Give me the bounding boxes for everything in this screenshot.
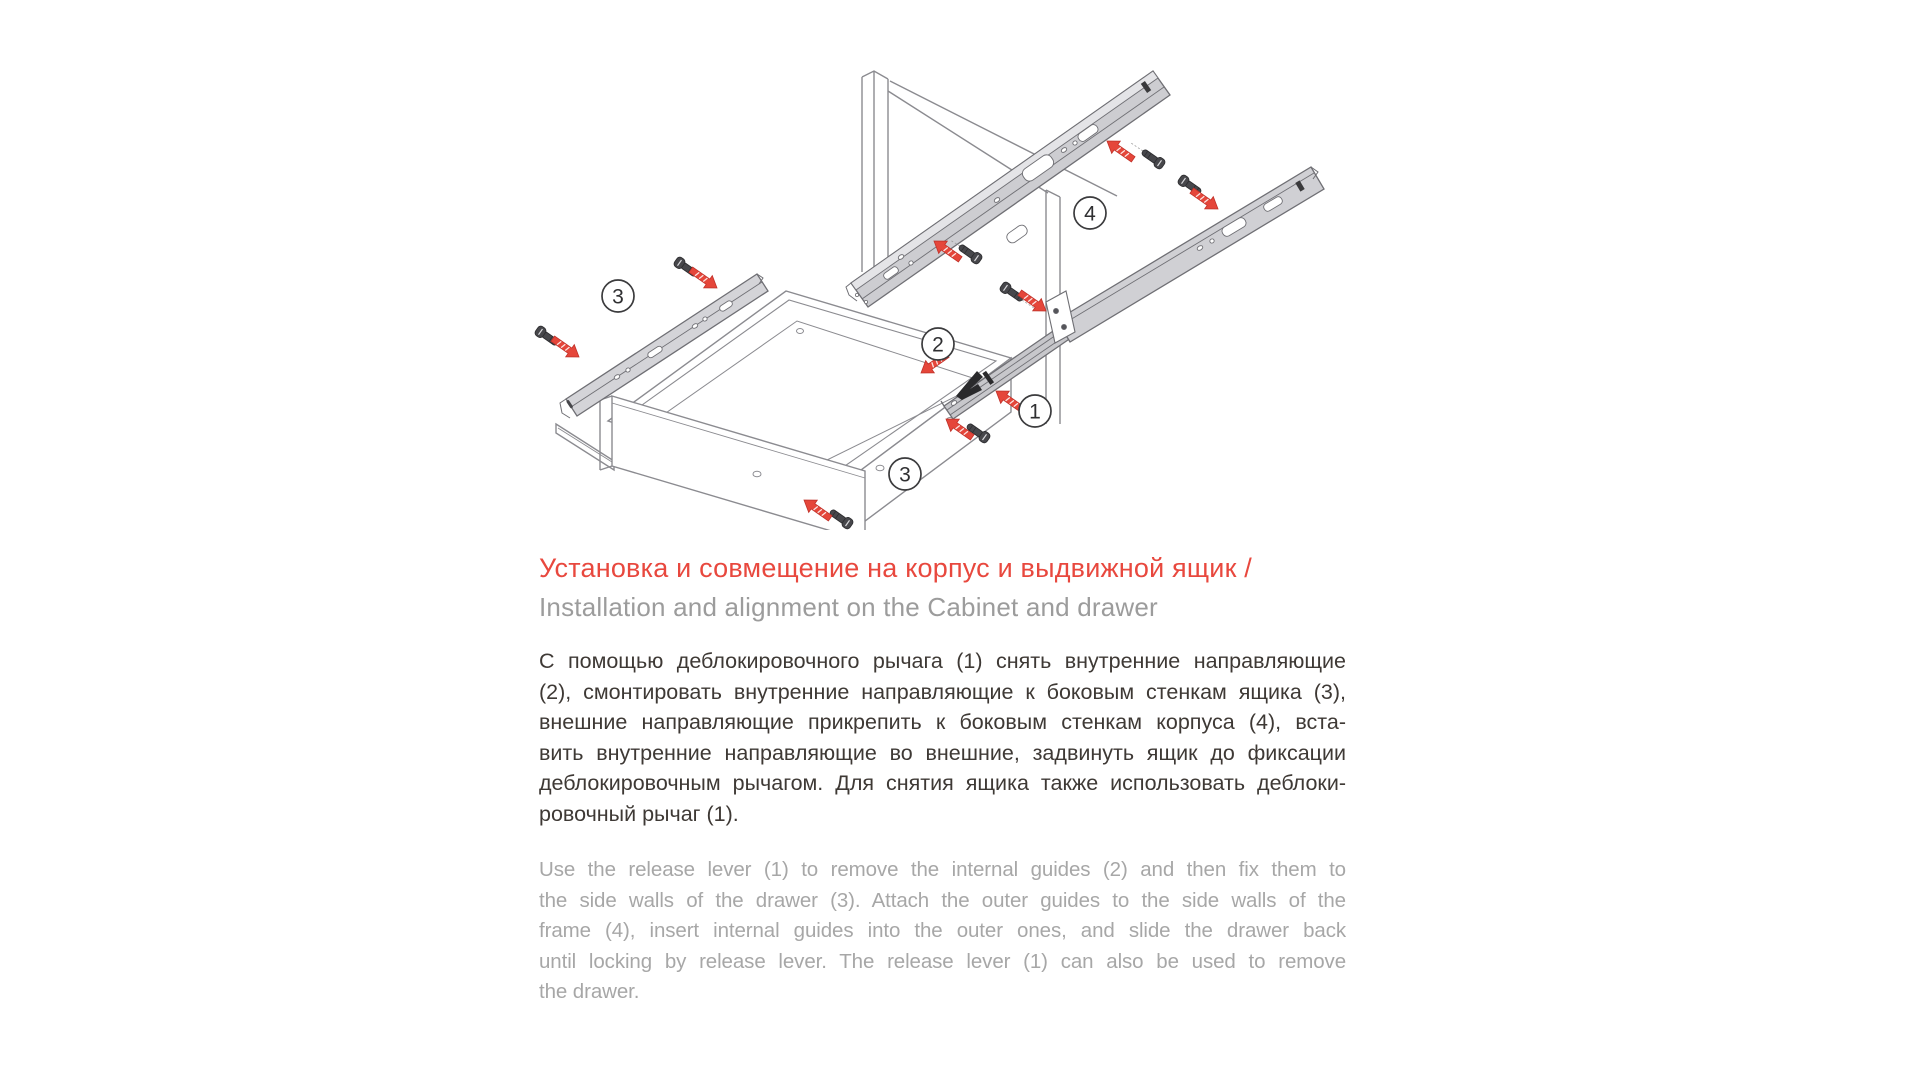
installation-diagram: [527, 45, 1362, 530]
text-line: вить внутренние направляющие во внешние, задвинуть ящик до фиксации: [539, 740, 1346, 765]
text-line: until locking by release lever. The release lever (1) can also be used to remove: [539, 949, 1346, 973]
direction-arrow-icon: [548, 333, 583, 364]
screw-icon: [1140, 147, 1167, 170]
direction-arrow-icon: [1187, 185, 1222, 216]
section-heading: [539, 549, 1349, 627]
direction-arrow-icon: [686, 264, 721, 295]
callout-3-bottom-label: 3: [899, 463, 911, 487]
paragraph-english: [539, 855, 1346, 1008]
text-line: ровочный рычаг (1).: [539, 801, 739, 826]
text-line: frame (4), insert internal guides into the outer ones, and slide the drawer back: [539, 919, 1346, 943]
text-line: the drawer.: [539, 980, 640, 1004]
direction-arrow-icon: [1015, 287, 1050, 318]
text-line: деблокировочным рычагом. Для снятия ящика также использовать деблоки-: [539, 771, 1346, 796]
callout-3-top-label: 3: [612, 285, 624, 309]
callout-1-label: 1: [1029, 400, 1041, 424]
section-title-en: Installation and alignment on the Cabinet and drawer: [539, 592, 1158, 622]
text-line: Use the release lever (1) to remove the internal guides (2) and then fix them to: [539, 858, 1346, 881]
drawer-bottom-edge: [556, 424, 614, 470]
cabinet-rail-right: [1046, 167, 1324, 343]
callout-4-label: 4: [1084, 202, 1096, 226]
drawer-illustration: [556, 291, 1011, 530]
cabinet-rail-top: [846, 71, 1170, 307]
text-line: (2), смонтировать внутренние направляющие к боковым стенкам ящика (3),: [539, 679, 1346, 704]
direction-arrow-icon: [1103, 135, 1138, 166]
screw-icon: [957, 242, 984, 265]
text-line: внешние направляющие прикрепить к боковым стенкам корпуса (4), вста-: [539, 710, 1346, 735]
text-line: the side walls of the drawer (3). Attach the outer guides to the side walls of the: [539, 888, 1346, 912]
callout-2-label: 2: [932, 333, 944, 357]
paragraph-russian: [539, 646, 1346, 830]
section-title-ru: Установка и совмещение на корпус и выдвижной ящик /: [539, 553, 1252, 583]
text-line: С помощью деблокировочного рычага (1) снять внутренние направляющие: [539, 649, 1346, 673]
